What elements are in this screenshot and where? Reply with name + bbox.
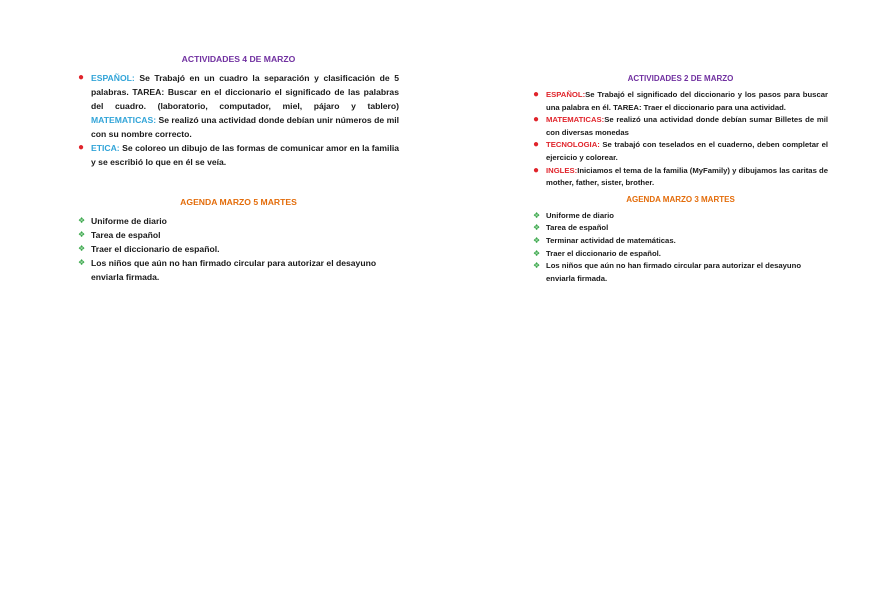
agenda-list-left	[78, 214, 399, 284]
activities-list-left	[78, 71, 399, 169]
bullet-dot-icon: ●	[533, 89, 540, 100]
list-item	[533, 210, 828, 223]
subject-label: INGLES:	[546, 165, 578, 175]
bullet-diamond-icon: ❖	[533, 248, 541, 258]
list-item	[533, 89, 828, 114]
list-item	[533, 235, 828, 248]
list-item	[533, 139, 828, 164]
list-item	[533, 260, 828, 285]
list-item	[78, 214, 399, 228]
subject-label: ESPAÑOL:	[546, 90, 586, 99]
agenda-text: Uniforme de diario	[546, 210, 614, 220]
bullet-diamond-icon: ❖	[533, 235, 541, 245]
bullet-diamond-icon: ❖	[78, 244, 86, 253]
agenda-text: Traer el diccionario de español.	[91, 244, 220, 254]
agenda-title-right: AGENDA MARZO 3 MARTES	[626, 194, 735, 204]
subject-label: ESPAÑOL:	[91, 73, 135, 83]
bullet-diamond-icon: ❖	[78, 258, 86, 267]
agenda-text: Tarea de español	[91, 230, 161, 240]
bullet-dot-icon: ●	[533, 114, 540, 126]
subject-label: ETICA:	[91, 143, 120, 153]
subject-label: MATEMATICAS:	[91, 115, 157, 125]
subject-label: TECNOLOGIA:	[546, 140, 600, 150]
agenda-text: Traer el diccionario de español.	[546, 248, 661, 258]
agenda-title-left: AGENDA MARZO 5 MARTES	[180, 197, 297, 207]
list-item	[533, 114, 828, 139]
bullet-diamond-icon: ❖	[533, 223, 541, 233]
right-column	[533, 74, 828, 285]
activities-title-left: ACTIVIDADES 4 DE MARZO	[181, 54, 296, 64]
bullet-diamond-icon: ❖	[78, 216, 86, 225]
activity-text: Se realizó una actividad donde debían unir números de mil con su nombre correcto.	[91, 115, 399, 139]
list-item	[533, 248, 828, 261]
bullet-diamond-icon: ❖	[533, 210, 541, 220]
bullet-dot-icon: ●	[533, 139, 540, 151]
bullet-diamond-icon: ❖	[533, 261, 541, 271]
list-item	[533, 222, 828, 235]
list-item	[78, 71, 399, 141]
bullet-diamond-icon: ❖	[78, 230, 86, 239]
activity-text: Se coloreo un dibujo de las formas de comunicar amor en la familia y se escribió lo que en él se veía.	[91, 143, 399, 167]
activity-text: Iniciamos el tema de la familia (MyFamily) y dibujamos las caritas de mother, father, sister, brother.	[546, 165, 828, 188]
list-item	[78, 228, 399, 242]
activity-text: Se realizó una actividad donde debían sumar Billetes de mil con diversas monedas	[546, 115, 828, 137]
bullet-dot-icon: ●	[78, 142, 85, 153]
activity-text: Se Trabajó en un cuadro la separación y clasificación de 5 palabras. TAREA: Buscar en el diccionario el significado de las palabras del cuadro. (laboratorio, computador, miel, pájaro y tablero)	[91, 73, 399, 111]
agenda-text: Los niños que aún no han firmado circular para autorizar el desayuno enviarla firmada.	[546, 261, 802, 283]
agenda-text: Los niños que aún no han firmado circular para autorizar el desayuno enviarla firmada.	[91, 258, 377, 282]
list-item	[78, 256, 399, 284]
agenda-text: Terminar actividad de matemáticas.	[546, 235, 676, 245]
subject-label: MATEMATICAS:	[546, 115, 605, 125]
activities-list-right	[533, 89, 828, 190]
list-item	[78, 242, 399, 256]
activity-text: Se Trabajó el significado del diccionario y los pasos para buscar una palabra en él. TAREA: Traer el diccionario para una actividad.	[546, 90, 828, 112]
activities-title-right: ACTIVIDADES 2 DE MARZO	[627, 74, 734, 83]
agenda-text: Uniforme de diario	[91, 216, 167, 226]
bullet-dot-icon: ●	[533, 164, 540, 176]
left-column	[78, 54, 399, 284]
activity-text: Se trabajó con teselados en el cuaderno, deben completar el ejercicio y colorear.	[546, 140, 828, 162]
list-item	[533, 165, 828, 190]
bullet-dot-icon: ●	[78, 72, 85, 83]
agenda-list-right	[533, 210, 828, 286]
agenda-text: Tarea de español	[546, 223, 609, 233]
list-item	[78, 141, 399, 169]
